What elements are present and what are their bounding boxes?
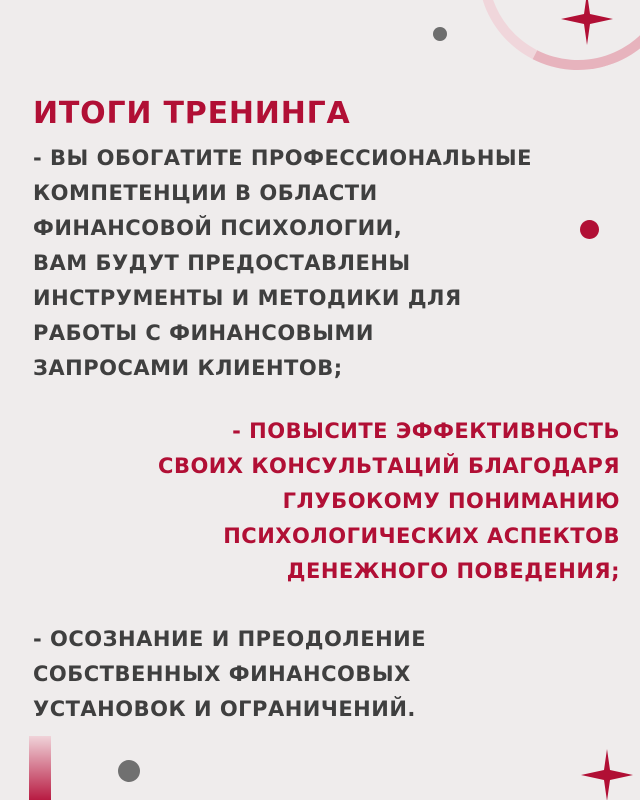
decorative-dot <box>118 760 140 782</box>
decorative-dot <box>433 27 447 41</box>
result-line: ГЛУБОКОМУ ПОНИМАНИЮ <box>282 489 620 513</box>
result-item-2 <box>70 414 620 589</box>
decorative-gradient-bar <box>29 736 51 800</box>
result-line: СВОИХ КОНСУЛЬТАЦИЙ БЛАГОДАРЯ <box>158 454 620 478</box>
result-line: РАБОТЫ С ФИНАНСОВЫМИ <box>33 321 374 345</box>
sparkle-icon <box>580 748 634 800</box>
result-line: ЗАПРОСАМИ КЛИЕНТОВ; <box>33 356 343 380</box>
result-line: СОБСТВЕННЫХ ФИНАНСОВЫХ <box>33 662 411 686</box>
result-line: ДЕНЕЖНОГО ПОВЕДЕНИЯ; <box>286 559 620 583</box>
result-line: - ВЫ ОБОГАТИТЕ ПРОФЕССИОНАЛЬНЫЕ <box>33 146 533 170</box>
result-item-3 <box>33 622 623 727</box>
result-line: - ПОВЫСИТЕ ЭФФЕКТИВНОСТЬ <box>232 419 620 443</box>
result-line: - ОСОЗНАНИЕ И ПРЕОДОЛЕНИЕ <box>33 627 427 651</box>
result-line: ПСИХОЛОГИЧЕСКИХ АСПЕКТОВ <box>223 524 620 548</box>
result-line: ВАМ БУДУТ ПРЕДОСТАВЛЕНЫ <box>33 251 411 275</box>
result-line: ФИНАНСОВОЙ ПСИХОЛОГИИ, <box>33 216 403 240</box>
result-item-1 <box>33 141 623 386</box>
result-line: УСТАНОВОК И ОГРАНИЧЕНИЙ. <box>33 697 416 721</box>
sparkle-icon <box>560 0 614 46</box>
result-line: КОМПЕТЕНЦИИ В ОБЛАСТИ <box>33 181 378 205</box>
result-line: ИНСТРУМЕНТЫ И МЕТОДИКИ ДЛЯ <box>33 286 462 310</box>
page-title: ИТОГИ ТРЕНИНГА <box>33 96 351 132</box>
